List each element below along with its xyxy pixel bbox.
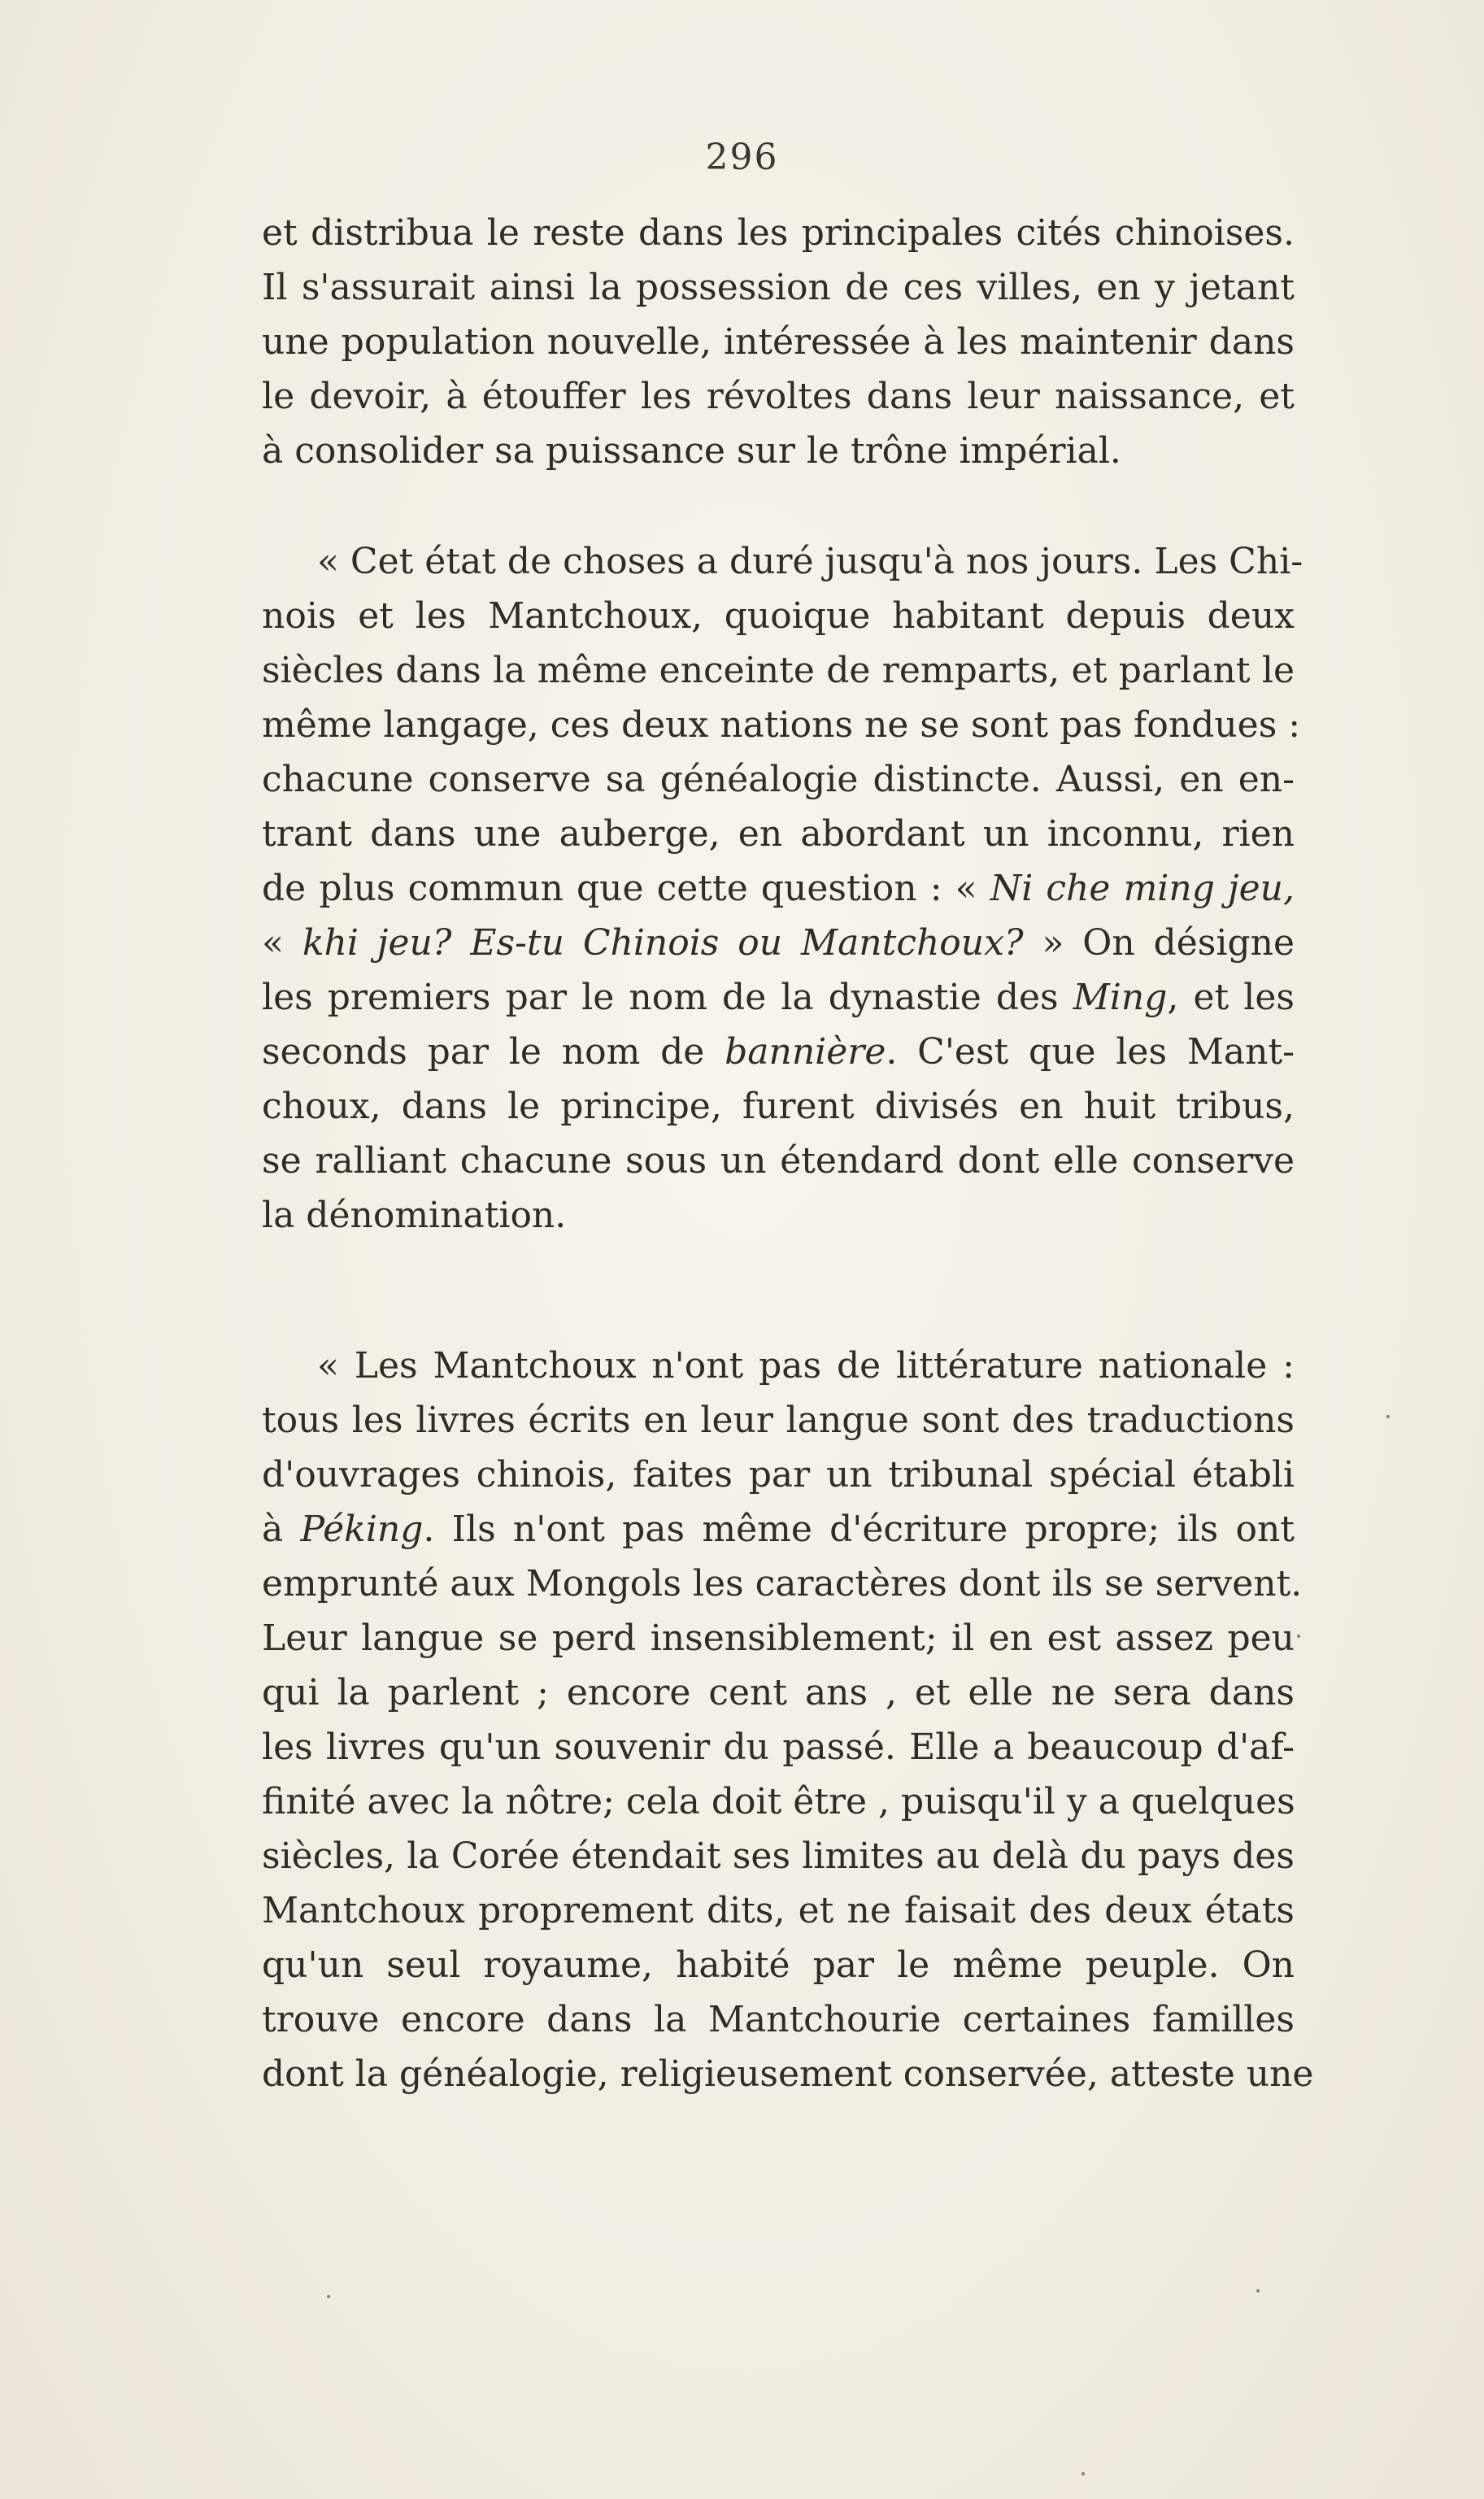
text-line: trant dans une auberge, en abordant un inconnu, rien [262,813,1295,855]
text-line: qui la parlent ; encore cent ans , et elle ne sera dans [262,1672,1295,1713]
paper-speck [1081,2472,1085,2475]
text-line: même langage, ces deux nations ne se sont pas fondues : [262,704,1301,746]
text-line [262,1502,1295,1556]
text-fragment: les premiers par le nom de la dynastie des [262,977,1073,1018]
paragraph-1 [262,206,1295,478]
text-line: siècles, la Corée étendait ses limites au delà du pays des [262,1835,1295,1877]
text-line: d'ouvrages chinois, faites par un tribunal spécial établi [262,1454,1295,1495]
text-fragment: . Ils n'ont pas même d'écriture propre; ils ont [423,1509,1295,1550]
italic-text: Ni che ming jeu, [990,868,1295,909]
text-line: emprunté aux Mongols les caractères dont ils se servent. [262,1563,1303,1604]
text-line: une population nouvelle, intéressée à les maintenir dans [262,321,1295,363]
text-line: à consolider sa puissance sur le trône impérial. [262,430,1121,472]
text-line: se ralliant chacune sous un étendard dont elle conserve [262,1140,1295,1182]
text-line [262,861,1295,916]
text-line: trouve encore dans la Mantchourie certaines familles [262,1999,1295,2040]
text-line: le devoir, à étouffer les révoltes dans leur naissance, et [262,376,1295,417]
text-line: qu'un seul royaume, habité par le même peuple. On [262,1944,1295,1986]
text-line: les livres qu'un souvenir du passé. Elle a beaucoup d'af- [262,1726,1295,1768]
paragraph-2 [262,534,1303,1243]
italic-text: bannière [725,1031,886,1073]
text-line: siècles dans la même enceinte de remparts, et parlant le [262,650,1295,691]
text-line: « Cet état de choses a duré jusqu'à nos jours. Les Chi- [317,541,1303,582]
text-fragment: à [262,1509,301,1550]
page-number: 296 [705,137,779,178]
text-line: « Les Mantchoux n'ont pas de littérature nationale : [317,1345,1295,1387]
paper-speck [327,2295,330,2298]
italic-text: Péking [300,1509,424,1550]
paper-speck [1256,2289,1260,2292]
text-line [262,1025,1295,1079]
text-line: dont la généalogie, religieusement conservée, atteste une [262,2053,1314,2095]
text-line: chacune conserve sa généalogie distincte. Aussi, en en- [262,759,1295,800]
text-fragment: , et les [1167,977,1295,1018]
text-fragment: . C'est que les Mant- [886,1031,1295,1073]
text-line: nois et les Mantchoux, quoique habitant depuis deux [262,595,1295,637]
text-line: et distribua le reste dans les principales cités chinoises. [262,212,1295,254]
text-fragment: » On désigne [1023,922,1295,964]
italic-text: Ming [1073,977,1168,1018]
text-line: finité avec la nôtre; cela doit être , puisqu'il y a quelques [262,1781,1295,1822]
italic-text: khi jeu? Es-tu Chinois ou Mantchoux? [302,922,1024,964]
text-line: Leur langue se perd insensiblement; il en est assez peu [262,1617,1295,1659]
paper-speck [1297,1635,1300,1638]
text-line: la dénomination. [262,1195,567,1236]
paragraph-3 [262,1339,1314,2101]
paper-speck [1386,1415,1390,1418]
text-line: choux, dans le principe, furent divisés en huit tribus, [262,1086,1295,1127]
text-line: tous les livres écrits en leur langue sont des traductions [262,1400,1295,1441]
text-line [262,916,1295,970]
text-line: Il s'assurait ainsi la possession de ces villes, en y jetant [262,267,1295,308]
text-line [262,970,1295,1025]
text-line: Mantchoux proprement dits, et ne faisait des deux états [262,1890,1295,1931]
text-fragment: de plus commun que cette question : « [262,868,990,909]
text-fragment: seconds par le nom de [262,1031,725,1073]
text-fragment: « [262,922,302,964]
